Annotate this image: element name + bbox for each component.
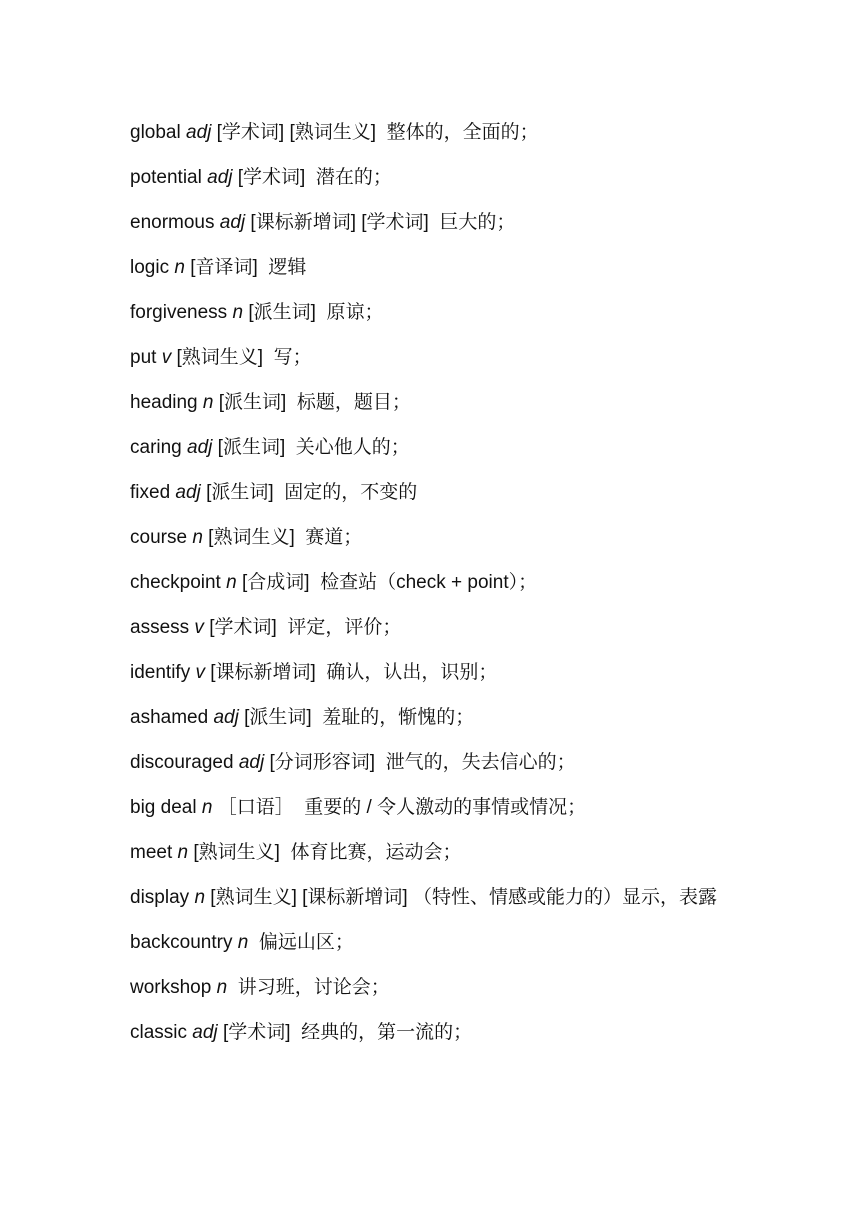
entry-definition: 经典的，第一流的； [301,1022,473,1043]
entry-tags: [课标新增词] [学术词] [250,212,429,233]
entry-pos: adj [238,752,265,773]
entry-tags: [派生词] [206,482,274,503]
entry-tags: [合成词] [241,572,310,593]
vocab-entry [130,1010,750,1055]
entry-tags: [熟词生义] [176,347,264,368]
entry-tags: [派生词] [248,302,316,323]
entry-definition: 体育比赛，运动会； [290,842,462,863]
entry-pos: n [201,797,213,818]
vocab-entry [130,245,750,290]
vocab-entry [130,425,750,470]
entry-word: global [130,122,181,143]
entry-definition: 整体的，全面的； [386,122,539,143]
entry-definition: 重要的 / 令人激动的事情或情况； [304,797,587,818]
entry-pos: n [174,257,185,278]
entry-word: potential [130,167,202,188]
entry-pos: adj [192,1022,218,1043]
entry-tags: [熟词生义] [208,527,295,548]
entry-word: identify [130,662,191,683]
entry-tags: [熟词生义] [课标新增词] [210,887,408,908]
entry-pos: adj [213,707,239,728]
entry-definition: （特性、情感或能力的）显示，表露 [412,887,717,908]
vocab-entry [130,695,750,740]
entry-pos: n [226,572,237,593]
entry-tags: ［口语］ [217,797,294,818]
entry-word: course [130,527,188,548]
entry-word: put [130,347,157,368]
entry-word: meet [130,842,173,863]
entry-definition: 潜在的； [315,167,392,188]
entry-pos: n [194,887,206,908]
vocab-entry [130,335,750,380]
entry-word: checkpoint [130,572,221,593]
entry-word: classic [130,1022,188,1043]
vocab-entry [130,965,750,1010]
vocab-entry [130,740,750,785]
entry-pos: n [202,392,214,413]
entry-pos: adj [186,122,212,143]
entry-tags: [熟词生义] [193,842,280,863]
entry-pos: n [192,527,203,548]
entry-word: backcountry [130,932,233,953]
entry-tags: [派生词] [218,392,287,413]
entry-definition: 标题，题目； [296,392,411,413]
entry-word: fixed [130,482,171,503]
entry-pos: n [237,932,249,953]
vocabulary-list [130,110,750,1055]
entry-word: big deal [130,797,197,818]
entry-definition: 讲习班，讨论会； [237,977,390,998]
entry-word: logic [130,257,170,278]
entry-definition: 写； [273,347,312,368]
entry-definition: 固定的，不变的 [284,482,418,503]
entry-tags: [音译词] [190,257,258,278]
entry-definition: 羞耻的，惭愧的； [322,707,475,728]
entry-definition: 泄气的，失去信心的； [385,752,576,773]
entry-definition: 偏远山区； [258,932,354,953]
vocab-entry [130,110,750,155]
entry-pos: n [216,977,228,998]
entry-tags: [学术词] [222,1022,291,1043]
entry-tags: [学术词] [熟词生义] [216,122,377,143]
vocab-entry [130,560,750,605]
entry-word: discouraged [130,752,234,773]
vocab-entry [130,920,750,965]
entry-definition: 检查站（check + point）； [320,572,538,593]
entry-word: forgiveness [130,302,228,323]
entry-pos: adj [219,212,246,233]
vocab-entry [130,605,750,650]
vocab-entry [130,380,750,425]
entry-definition: 巨大的； [439,212,516,233]
entry-word: workshop [130,977,212,998]
entry-pos: v [161,347,172,368]
entry-definition: 评定，评价； [287,617,402,638]
entry-tags: [学术词] [209,617,277,638]
entry-tags: [学术词] [237,167,306,188]
vocab-entry [130,830,750,875]
entry-pos: n [232,302,244,323]
entry-pos: adj [207,167,233,188]
entry-tags: [派生词] [217,437,286,458]
entry-word: display [130,887,190,908]
vocab-entry [130,470,750,515]
vocab-entry [130,650,750,695]
vocab-entry [130,155,750,200]
vocab-entry [130,200,750,245]
entry-word: assess [130,617,190,638]
entry-pos: v [194,617,204,638]
entry-pos: n [177,842,189,863]
entry-definition: 原谅； [326,302,384,323]
entry-definition: 关心他人的； [295,437,410,458]
entry-pos: adj [175,482,201,503]
entry-definition: 赛道； [305,527,363,548]
vocab-entry [130,515,750,560]
entry-definition: 确认，认出，识别； [326,662,498,683]
entry-pos: v [195,662,205,683]
vocab-entry [130,875,750,920]
entry-tags: [派生词] [244,707,312,728]
entry-definition: 逻辑 [268,257,307,278]
entry-word: caring [130,437,182,458]
entry-tags: [分词形容词] [269,752,376,773]
vocab-entry [130,785,750,830]
entry-word: enormous [130,212,215,233]
vocab-entry [130,290,750,335]
entry-word: ashamed [130,707,209,728]
entry-pos: adj [187,437,213,458]
entry-word: heading [130,392,198,413]
entry-tags: [课标新增词] [210,662,316,683]
